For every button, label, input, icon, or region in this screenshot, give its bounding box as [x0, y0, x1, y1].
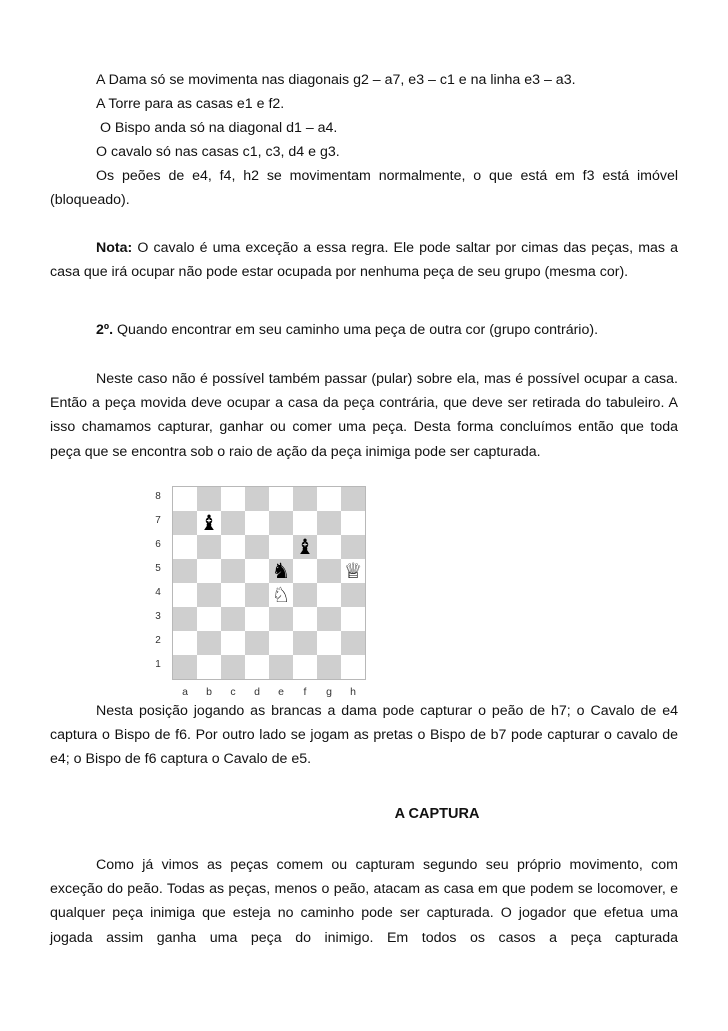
square-f5	[293, 559, 317, 583]
square-a3	[173, 607, 197, 631]
square-e7	[269, 511, 293, 535]
square-b3	[197, 607, 221, 631]
nota-text: O cavalo é uma exceção a essa regra. Ele pode saltar por cimas das peças, mas a casa que irá ocupar não pode estar ocupada por nenhuma peça de seu grupo (mesma cor).	[50, 240, 678, 281]
square-c4	[221, 583, 245, 607]
square-e2	[269, 631, 293, 655]
square-f7	[293, 511, 317, 535]
square-g4	[317, 583, 341, 607]
square-h1	[341, 655, 365, 679]
segundo-text: Quando encontrar em seu caminho uma peça de outra cor (grupo contrário).	[113, 322, 599, 338]
rank-label-5: 5	[155, 563, 161, 574]
square-d1	[245, 655, 269, 679]
square-g5	[317, 559, 341, 583]
file-label-a: a	[182, 686, 188, 698]
square-g1	[317, 655, 341, 679]
rank-label-4: 4	[155, 587, 161, 598]
paragraph-nota	[50, 236, 678, 284]
rank-label-7: 7	[155, 515, 161, 526]
square-g2	[317, 631, 341, 655]
square-h4	[341, 583, 365, 607]
paragraph-captura: Como já vimos as peças comem ou capturam segundo seu próprio movimento, com exceção do peão. Todas as peças, menos o peão, atacam as casa em que podem se locomover, e qualquer peça inimiga que esteja no caminho pode ser capturada. O jogador que efetua uma jogada assim ganha uma peça do inimigo. Em todos os casos a peça capturada	[50, 857, 678, 946]
paragraph-neste-caso: Neste caso não é possível também passar (pular) sobre ela, mas é possível ocupar a casa. Então a peça movida deve ocupar a casa da peça contrária, que deve ser retirada do tabuleiro. A isso chamamos capturar, ganhar ou comer uma peça. Desta forma concluímos então que toda peça que se encontra sob o raio de ação da peça inimiga pode ser capturada.	[50, 371, 678, 460]
square-a7	[173, 511, 197, 535]
square-b4	[197, 583, 221, 607]
square-g3	[317, 607, 341, 631]
square-a8	[173, 487, 197, 511]
text-line-dama: A Dama só se movimenta nas diagonais g2 – a7, e3 – c1 e na linha e3 – a3.	[96, 72, 576, 88]
black-bishop-b7-icon: ♝	[199, 511, 219, 535]
file-label-b: b	[206, 686, 212, 698]
square-a1	[173, 655, 197, 679]
white-queen-h5-icon: ♕	[343, 559, 363, 583]
paragraph-peoes: Os peões de e4, f4, h2 se movimentam normalmente, o que está em f3 está imóvel (bloqueado).	[50, 168, 678, 209]
chess-diagram	[148, 486, 368, 702]
rank-label-1: 1	[155, 659, 161, 670]
text-line-torre: A Torre para as casas e1 e f2.	[96, 96, 285, 112]
square-g7	[317, 511, 341, 535]
section-title: A CAPTURA	[394, 806, 480, 822]
rank-label-3: 3	[155, 611, 161, 622]
square-h6	[341, 535, 365, 559]
square-a5	[173, 559, 197, 583]
square-b1	[197, 655, 221, 679]
square-f1	[293, 655, 317, 679]
square-f2	[293, 631, 317, 655]
file-label-d: d	[254, 686, 260, 698]
square-c1	[221, 655, 245, 679]
square-b5	[197, 559, 221, 583]
square-h2	[341, 631, 365, 655]
square-h3	[341, 607, 365, 631]
paragraph-nesta-posicao: Nesta posição jogando as brancas a dama pode capturar o peão de h7; o Cavalo de e4 captura o Bispo de f6. Por outro lado se jogam as pretas o Bispo de b7 pode capturar o cavalo de e4; o Bispo de f6 captura o Cavalo de e5.	[50, 703, 678, 768]
square-c6	[221, 535, 245, 559]
black-bishop-f6-icon: ♝	[295, 535, 315, 559]
white-knight-e4-icon: ♘	[271, 583, 291, 607]
square-c8	[221, 487, 245, 511]
square-c7	[221, 511, 245, 535]
square-a2	[173, 631, 197, 655]
square-d2	[245, 631, 269, 655]
square-b2	[197, 631, 221, 655]
square-b8	[197, 487, 221, 511]
file-label-g: g	[326, 686, 332, 698]
paragraph-segundo	[50, 318, 678, 342]
square-f8	[293, 487, 317, 511]
square-a4	[173, 583, 197, 607]
square-c2	[221, 631, 245, 655]
square-a6	[173, 535, 197, 559]
square-c3	[221, 607, 245, 631]
square-e3	[269, 607, 293, 631]
file-label-e: e	[278, 686, 284, 698]
square-e6	[269, 535, 293, 559]
square-d3	[245, 607, 269, 631]
file-label-c: c	[230, 686, 236, 698]
square-c5	[221, 559, 245, 583]
nota-label: Nota:	[96, 240, 133, 256]
square-f3	[293, 607, 317, 631]
square-e8	[269, 487, 293, 511]
chess-board	[172, 486, 366, 680]
text-line-cavalo: O cavalo só nas casas c1, c3, d4 e g3.	[96, 144, 340, 160]
text-line-bispo: O Bispo anda só na diagonal d1 – a4.	[96, 120, 338, 136]
square-b6	[197, 535, 221, 559]
square-d8	[245, 487, 269, 511]
square-g6	[317, 535, 341, 559]
file-label-h: h	[350, 686, 356, 698]
square-d4	[245, 583, 269, 607]
square-f4	[293, 583, 317, 607]
file-label-f: f	[303, 686, 307, 698]
black-knight-e5-icon: ♞	[271, 559, 291, 583]
square-d6	[245, 535, 269, 559]
square-e1	[269, 655, 293, 679]
square-d7	[245, 511, 269, 535]
square-h8	[341, 487, 365, 511]
rank-label-8: 8	[155, 491, 161, 502]
segundo-label: 2º.	[96, 322, 114, 338]
square-h7	[341, 511, 365, 535]
rank-label-6: 6	[155, 539, 161, 550]
square-d5	[245, 559, 269, 583]
rank-label-2: 2	[155, 635, 161, 646]
square-g8	[317, 487, 341, 511]
